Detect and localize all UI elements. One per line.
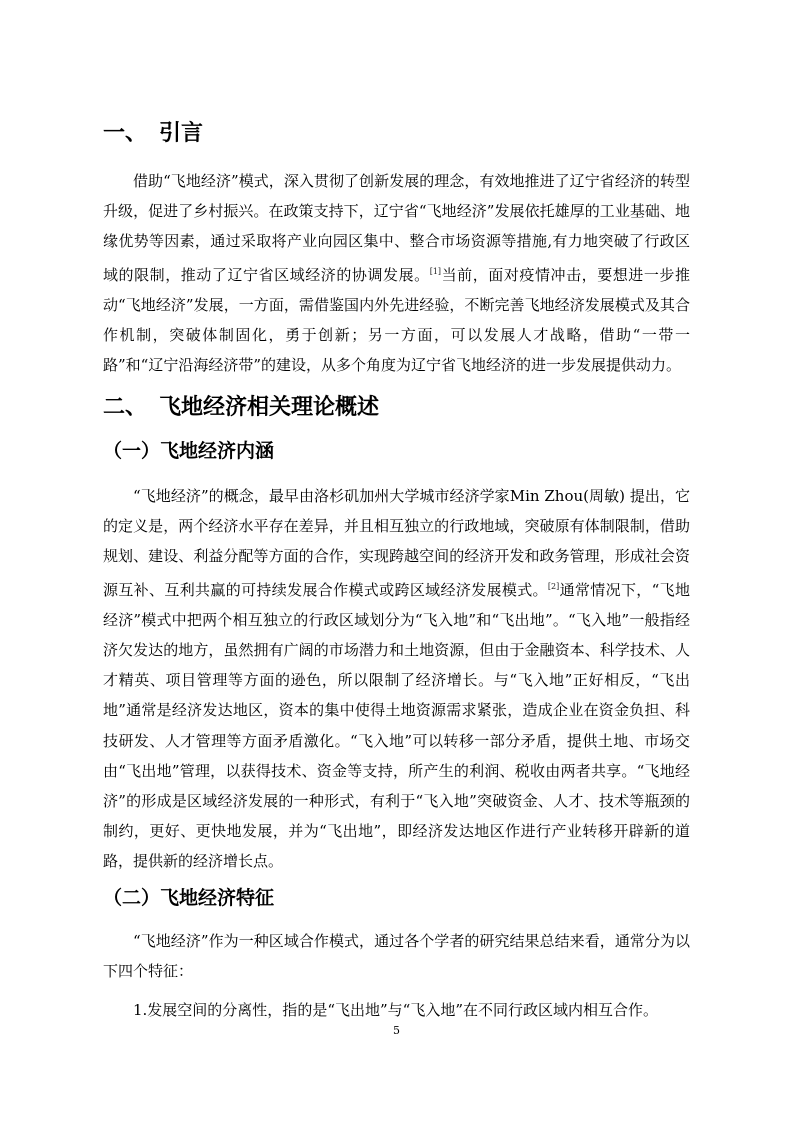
paragraph-text: 借助“飞地经济”模式，深入贯彻了创新发展的理念，有效地推进了辽宁省经济的转型升级，促进了乡村振兴。在政策支持下，辽宁省“飞地经济”发展依托雄厚的工业基础、地缘优势等因素，通过采取将产业向园区集中、整合市场资源等措施,有力地突破了行政区域的限制，推动了辽宁省区域经济的协调发展。 xyxy=(103,172,690,284)
reference-marker: [2] xyxy=(547,581,560,591)
paragraph-text: “飞地经济”的概念，最早由洛杉矶加州大学城市经济学家Min Zhou(周敏) 提出，它的定义是，两个经济水平存在差异，并且相互独立的行政地域，突破原有体制限制，借助规划、建设、利益分配等方面的合作，实现跨越空间的经济开发和政务管理，形成社会资源互补、互利共赢的可持续发展合作模式或跨区域经济发展模式。 xyxy=(103,487,690,599)
section-title: 飞地经济相关理论概述 xyxy=(159,395,380,420)
feature-list-item-1: 1.发展空间的分离性，指的是“飞出地”与“飞入地”在不同行政区域内相互合作。 xyxy=(133,1001,658,1019)
subsection-heading-features: （二）飞地经济特征 xyxy=(103,887,275,909)
paragraph-text-continued: 当前，面对疫情冲击，要想进一步推动“飞地经济”发展，一方面，需借鉴国内外先进经验，不断完善飞地经济发展模式及其合作机制，突破体制固化，勇于创新；另一方面，可以发展人才战略，借助“一带一路”和“辽宁沿海经济带”的建设，从多个角度为辽宁省飞地经济的进一步发展提供动力。 xyxy=(103,265,690,375)
reference-marker: [1] xyxy=(429,266,442,276)
section-heading-theory xyxy=(103,393,379,423)
intro-paragraph xyxy=(103,166,690,380)
connotation-paragraph xyxy=(103,481,690,877)
features-paragraph: “飞地经济”作为一种区域合作模式，通过各个学者的研究结果总结来看，通常分为以下四个特征： xyxy=(103,932,690,981)
section-number: 二、 xyxy=(103,395,148,420)
subsection-heading-connotation: （一）飞地经济内涵 xyxy=(103,440,275,462)
section-heading-introduction xyxy=(103,119,203,149)
page-number: 5 xyxy=(393,1024,400,1037)
section-number: 一、 xyxy=(103,121,148,146)
paragraph-text-continued: 通常情况下，“飞地经济”模式中把两个相互独立的行政区域划分为“飞入地”和“飞出地”。“飞入地”一般指经济欠发达的地方，虽然拥有广阔的市场潜力和土地资源，但由于金融资本、科学技术、人才精英、项目管理等方面的逊色，所以限制了经济增长。与“飞入地”正好相反，“飞出地”通常是经济发达地区，资本的集中使得土地资源需求紧张，造成企业在资金负担、科技研发、人才管理等方面矛盾激化。“飞入地”可以转移一部分矛盾，提供土地、市场交由“飞出地”管理，以获得技术、资金等支持，所产生的利润、税收由两者共享。“飞地经济”的形成是区域经济发展的一种形式，有利于“飞入地”突破资金、人才、技术等瓶颈的制约，更好、更快地发展，并为“飞出地”，即经济发达地区作进行产业转移开辟新的道路，提供新的经济增长点。 xyxy=(103,580,690,871)
section-title: 引言 xyxy=(159,121,204,146)
